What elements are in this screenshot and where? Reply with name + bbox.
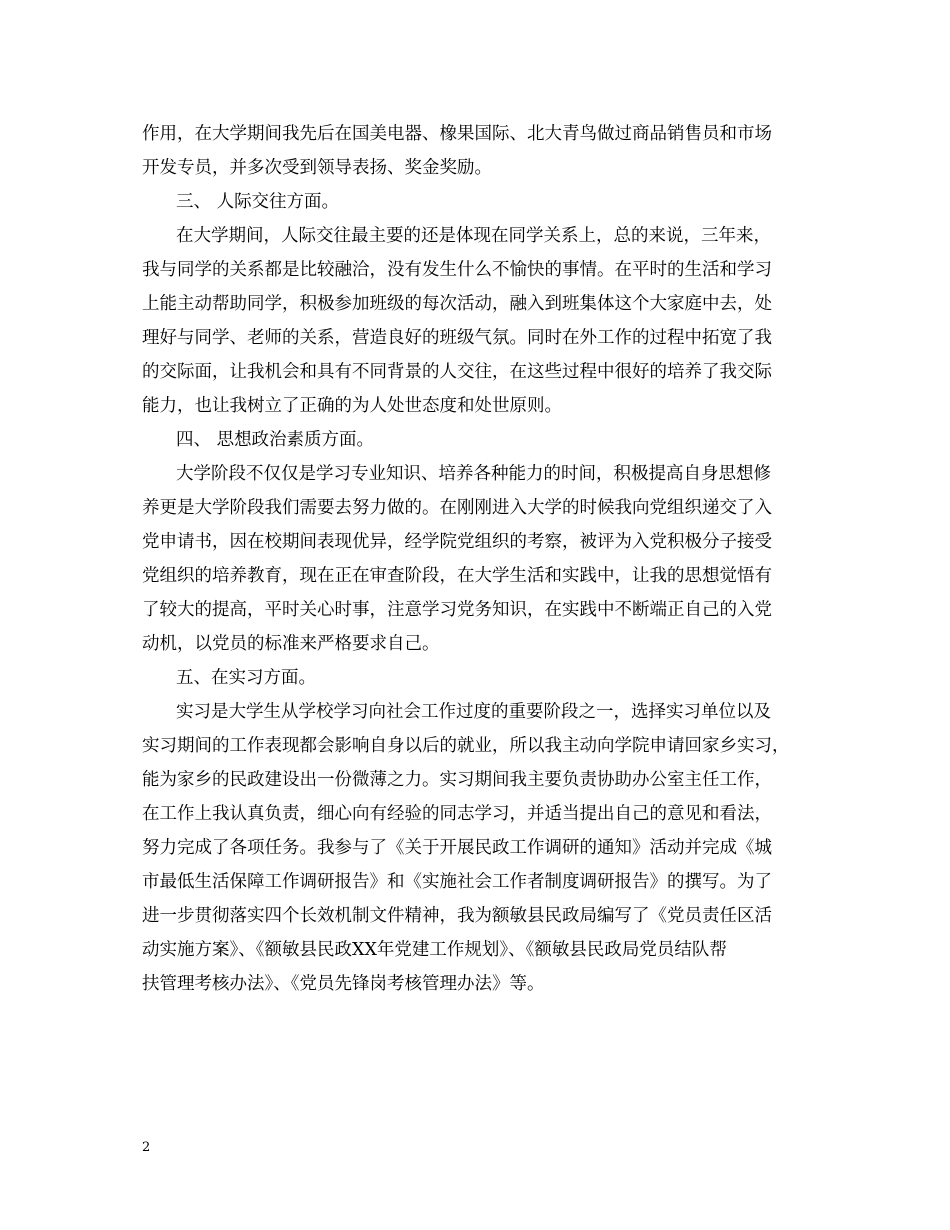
- text-line: 开发专员，并多次受到领导表扬、奖金奖励。: [142, 158, 492, 178]
- text-line: 养更是大学阶段我们需要去努力做的。在刚刚进入大学的时候我向党组织递交了入: [142, 498, 772, 518]
- text-line: 能为家乡的民政建设出一份微薄之力。实习期间我主要负责协助办公室主任工作，: [142, 770, 772, 790]
- text-line: 能力，也让我树立了正确的为人处世态度和处世原则。: [142, 396, 562, 416]
- text-line: 进一步贯彻落实四个长效机制文件精神，我为额敏县民政局编写了《党员责任区活: [142, 906, 772, 926]
- body-text: [142, 117, 810, 1001]
- text-line: 作用，在大学期间我先后在国美电器、橡果国际、北大青鸟做过商品销售员和市场: [142, 124, 772, 144]
- text-line: 实习是大学生从学校学习向社会工作过度的重要阶段之一，选择实习单位以及: [176, 702, 771, 722]
- text-line: 五、在实习方面。: [176, 668, 316, 688]
- text-line: 上能主动帮助同学，积极参加班级的每次活动，融入到班集体这个大家庭中去，处: [142, 294, 772, 314]
- text-line: 在大学期间，人际交往最主要的还是体现在同学关系上，总的来说，三年来，: [176, 226, 771, 246]
- text-line: 党申请书，因在校期间表现优异，经学院党组织的考察，被评为入党积极分子接受: [142, 532, 772, 552]
- text-line: 扶管理考核办法》、《党员先锋岗考核管理办法》等。: [142, 974, 545, 994]
- text-line: 三、 人际交往方面。: [176, 192, 340, 212]
- text-line: 动机，以党员的标准来严格要求自己。: [142, 634, 440, 654]
- text-line: 的交际面，让我机会和具有不同背景的人交往，在这些过程中很好的培养了我交际: [142, 362, 772, 382]
- page-number: 2: [142, 1140, 151, 1155]
- text-line: 我与同学的关系都是比较融洽，没有发生什么不愉快的事情。在平时的生活和学习: [142, 260, 772, 280]
- text-line: 四、 思想政治素质方面。: [176, 430, 375, 450]
- text-line: 努力完成了各项任务。我参与了《关于开展民政工作调研的通知》活动并完成《城: [142, 838, 772, 858]
- text-line: 大学阶段不仅仅是学习专业知识、培养各种能力的时间，积极提高自身思想修: [176, 464, 771, 484]
- text-line: 了较大的提高，平时关心时事，注意学习党务知识，在实践中不断端正自己的入党: [142, 600, 772, 620]
- text-line: 实习期间的工作表现都会影响自身以后的就业，所以我主动向学院申请回家乡实习，: [142, 736, 790, 756]
- text-line: 理好与同学、老师的关系，营造良好的班级气氛。同时在外工作的过程中拓宽了我: [142, 328, 772, 348]
- text-line: 党组织的培养教育，现在正在审查阶段，在大学生活和实践中，让我的思想觉悟有: [142, 566, 772, 586]
- text-line: 市最低生活保障工作调研报告》和《实施社会工作者制度调研报告》的撰写。为了: [142, 872, 772, 892]
- text-line: 在工作上我认真负责，细心向有经验的同志学习，并适当提出自己的意见和看法，: [142, 804, 772, 824]
- text-line: 动实施方案》、《额敏县民政XX年党建工作规划》、《额敏县民政局党员结队帮: [142, 940, 727, 960]
